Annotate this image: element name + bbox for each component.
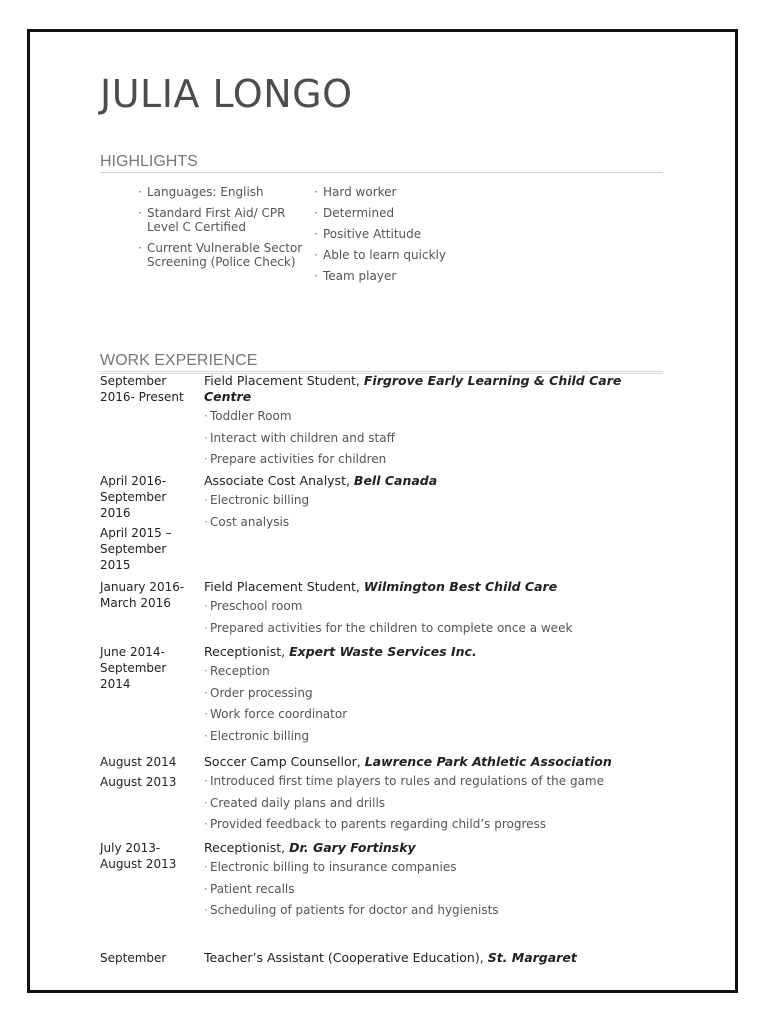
duty-item: · Work force coordinator [204, 704, 347, 726]
employer-name: Dr. Gary Fortinsky [289, 840, 416, 855]
job-dates [100, 373, 196, 405]
job-title [204, 473, 624, 489]
duty-item: · Electronic billing [204, 726, 347, 748]
date-range: August 2014 [100, 755, 177, 769]
date-range: September [100, 951, 167, 965]
highlight-item: · Determined [314, 206, 494, 220]
highlights-left-list [138, 185, 318, 276]
job-title [204, 579, 624, 595]
duties-list [204, 596, 572, 639]
duties-list [204, 857, 499, 922]
role-title: Field Placement Student, [204, 579, 364, 594]
role-title: Field Placement Student, [204, 373, 364, 388]
duty-item: · Prepare activities for children [204, 449, 395, 471]
work-experience-heading: WORK EXPERIENCE [100, 352, 663, 374]
date-range: August 2013 [100, 775, 177, 789]
duties-list [204, 771, 604, 836]
date-range: April 2015 – September 2015 [100, 526, 172, 572]
job-title [204, 840, 624, 856]
duty-item: · Interact with children and staff [204, 428, 395, 450]
duties-list [204, 490, 309, 533]
highlights-heading: HIGHLIGHTS [100, 153, 663, 173]
duty-item: · Prepared activities for the children to complete once a week [204, 618, 572, 640]
role-title: Receptionist, [204, 644, 290, 659]
duty-item: · Provided feedback to parents regarding child’s progress [204, 814, 604, 836]
duty-item: · Electronic billing [204, 490, 309, 512]
highlight-item: · Languages: English [138, 185, 318, 199]
date-range: June 2014- September 2014 [100, 645, 167, 691]
job-dates [100, 840, 196, 872]
date-range: July 2013- August 2013 [100, 841, 177, 871]
role-title: Teacher’s Assistant (Cooperative Education), [204, 950, 488, 965]
highlight-item: · Current Vulnerable Sector Screening (Police Check) [138, 241, 318, 269]
candidate-name: JULIA LONGO [100, 72, 353, 116]
employer-name: Wilmington Best Child Care [363, 579, 558, 594]
job-dates [100, 644, 196, 692]
employer-name: Firgrove Early Learning & Child Care Centre [204, 373, 622, 404]
duties-list [204, 406, 395, 471]
job-dates [100, 473, 196, 573]
job-dates [100, 950, 196, 966]
duty-item: · Cost analysis [204, 512, 309, 534]
employer-name: Bell Canada [353, 473, 438, 488]
duty-item: · Scheduling of patients for doctor and hygienists [204, 900, 499, 922]
duties-list [204, 661, 347, 747]
date-range: September 2016- Present [100, 374, 184, 404]
resume-page [27, 29, 738, 993]
highlight-item: · Able to learn quickly [314, 248, 494, 262]
highlight-item: · Positive Attitude [314, 227, 494, 241]
highlight-item: · Standard First Aid/ CPR Level C Certified [138, 206, 318, 234]
role-title: Soccer Camp Counsellor, [204, 754, 365, 769]
role-title: Receptionist, [204, 840, 290, 855]
duty-item: · Patient recalls [204, 879, 499, 901]
highlight-item: · Team player [314, 269, 494, 283]
duty-item: · Introduced first time players to rules and regulations of the game [204, 771, 604, 793]
duty-item: · Created daily plans and drills [204, 793, 604, 815]
job-dates [100, 579, 196, 611]
highlights-right-list [314, 185, 494, 290]
duty-item: · Order processing [204, 683, 347, 705]
duty-item: · Electronic billing to insurance companies [204, 857, 499, 879]
job-title [204, 754, 624, 770]
job-title [204, 644, 624, 660]
duty-item: · Preschool room [204, 596, 572, 618]
employer-name: Expert Waste Services Inc. [289, 644, 477, 659]
employer-name: Lawrence Park Athletic Association [364, 754, 612, 769]
job-title [204, 373, 624, 405]
job-dates [100, 754, 196, 790]
role-title: Associate Cost Analyst, [204, 473, 354, 488]
duty-item: · Toddler Room [204, 406, 395, 428]
date-range: January 2016- March 2016 [100, 580, 185, 610]
duty-item: · Reception [204, 661, 347, 683]
employer-name: St. Margaret [487, 950, 577, 965]
date-range: April 2016- September 2016 [100, 474, 167, 520]
job-title [204, 950, 624, 966]
highlight-item: · Hard worker [314, 185, 494, 199]
